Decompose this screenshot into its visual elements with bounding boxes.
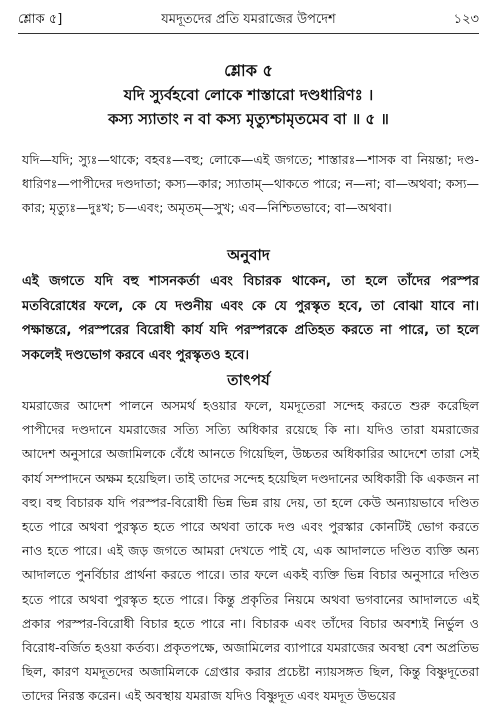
purport-text (22, 394, 479, 709)
verse-title: শ্লোক ৫ (224, 61, 273, 80)
word-synonyms: যদি—যদি; স্যুঃ—থাকে; বহবঃ—বহু; লোকে—এই জগতে; শাস্তারঃ—শাসক বা নিয়ন্তা; দণ্ড-ধারিণঃ—পাপীদের দণ্ডদাতা; কস্য—কার; স্যাতাম্—থাকতে পারে; ন—না; বা—অথবা; কস্য—কার; মৃত্যুঃ—দুঃখ; চ—এবং; অমৃতম্—সুখ; এব—নিশ্চিতভাবে; বা—অথবা। (22, 152, 479, 215)
page-number: ১২৩ (453, 12, 479, 27)
header-chapter-title: যমদূতদের প্রতি যমরাজের উপদেশ (161, 12, 336, 27)
translation-heading: অনুবাদ (227, 246, 270, 264)
purport-heading: তাৎপর্য (227, 371, 270, 389)
verse-line-2: কস্য স্যাতাং ন বা কস্য মৃত্যুশ্চামৃতমেব বা ॥ ৫ ॥ (108, 110, 389, 128)
purport-paragraph: যমরাজের আদেশ পালনে অসমর্থ হওয়ার ফলে, যমদূতেরা সন্দেহ করতে শুরু করেছিল পাপীদের দণ্ডদানে যমরাজের সত্যি সত্যি অধিকার রয়েছে কি না। যদিও তারা যমরাজের আদেশ অনুসারে অজামিলকে বেঁধে আনতে গিয়েছিল, উচ্চতর অধিকারির আদেশে তারা সেই কার্য সম্পাদনে অক্ষম হয়েছিল। তাই তাদের সন্দেহ হয়েছিল দণ্ডদানের অধিকারী কি একজন না বহু। বহু বিচারক যদি পরস্পর-বিরোধী ভিন্ন ভিন্ন রায় দেয়, তা হলে কেউ অন্যায়ভাবে দণ্ডিত হতে পারে অথবা পুরস্কৃত হতে পারে অথবা তাকে দণ্ড এবং পুরস্কার কোনটিই ভোগ করতে নাও হতে পারে। এই জড় জগতে আমরা দেখতে পাই যে, এক আদালতে দণ্ডিত ব্যক্তি অন্য আদালতে পুনর্বিচার প্রার্থনা করতে পারে। তার ফলে একই ব্যক্তি ভিন্ন বিচার অনুসারে দণ্ডিত হতে পারে অথবা পুরস্কৃত হতে পারে। কিন্তু প্রকৃতির নিয়মে অথবা ভগবানের আদালতে এই প্রকার পরস্পর-বিরোধী বিচার হতে পারে না। বিচারক এবং তাঁদের বিচার অবশ্যই নির্ভুল ও বিরোধ-বর্জিত হওয়া কর্তব্য। প্রকৃতপক্ষে, অজামিলের ব্যাপারে যমরাজের অবস্থা বেশ অপ্রতিভ ছিল, কারণ যমদূতদের অজামিলকে গ্রেপ্তার করার প্রচেষ্টা ন্যায়সঙ্গত ছিল, কিন্তু বিষ্ণুদূতেরা তাদের নিরস্ত করেন। এই অবস্থায় যমরাজ যদিও বিষ্ণুদূত এবং যমদূত উভয়ের (22, 398, 479, 704)
header-verse-ref: শ্লোক ৫] (18, 12, 63, 27)
translation-text: এই জগতে যদি বহু শাসনকর্তা এবং বিচারক থাকেন, তা হলে তাঁদের পরস্পর মতবিরোধের ফলে, কে যে দণ্ডনীয় এবং কে যে পুরস্কৃত হবে, তা বোঝা যাবে না। পক্ষান্তরে, পরস্পরের বিরোধী কার্য যদি পরস্পরকে প্রতিহত করতে না পারে, তা হলে সকলেই দণ্ডভোগ করবে এবং পুরস্কৃতও হবে। (22, 274, 479, 363)
page-header (18, 10, 479, 32)
header-divider (18, 33, 479, 34)
verse-line-1: যদি স্যুর্বহবো লোকে শাস্তারো দণ্ডধারিণঃ । (123, 86, 374, 104)
